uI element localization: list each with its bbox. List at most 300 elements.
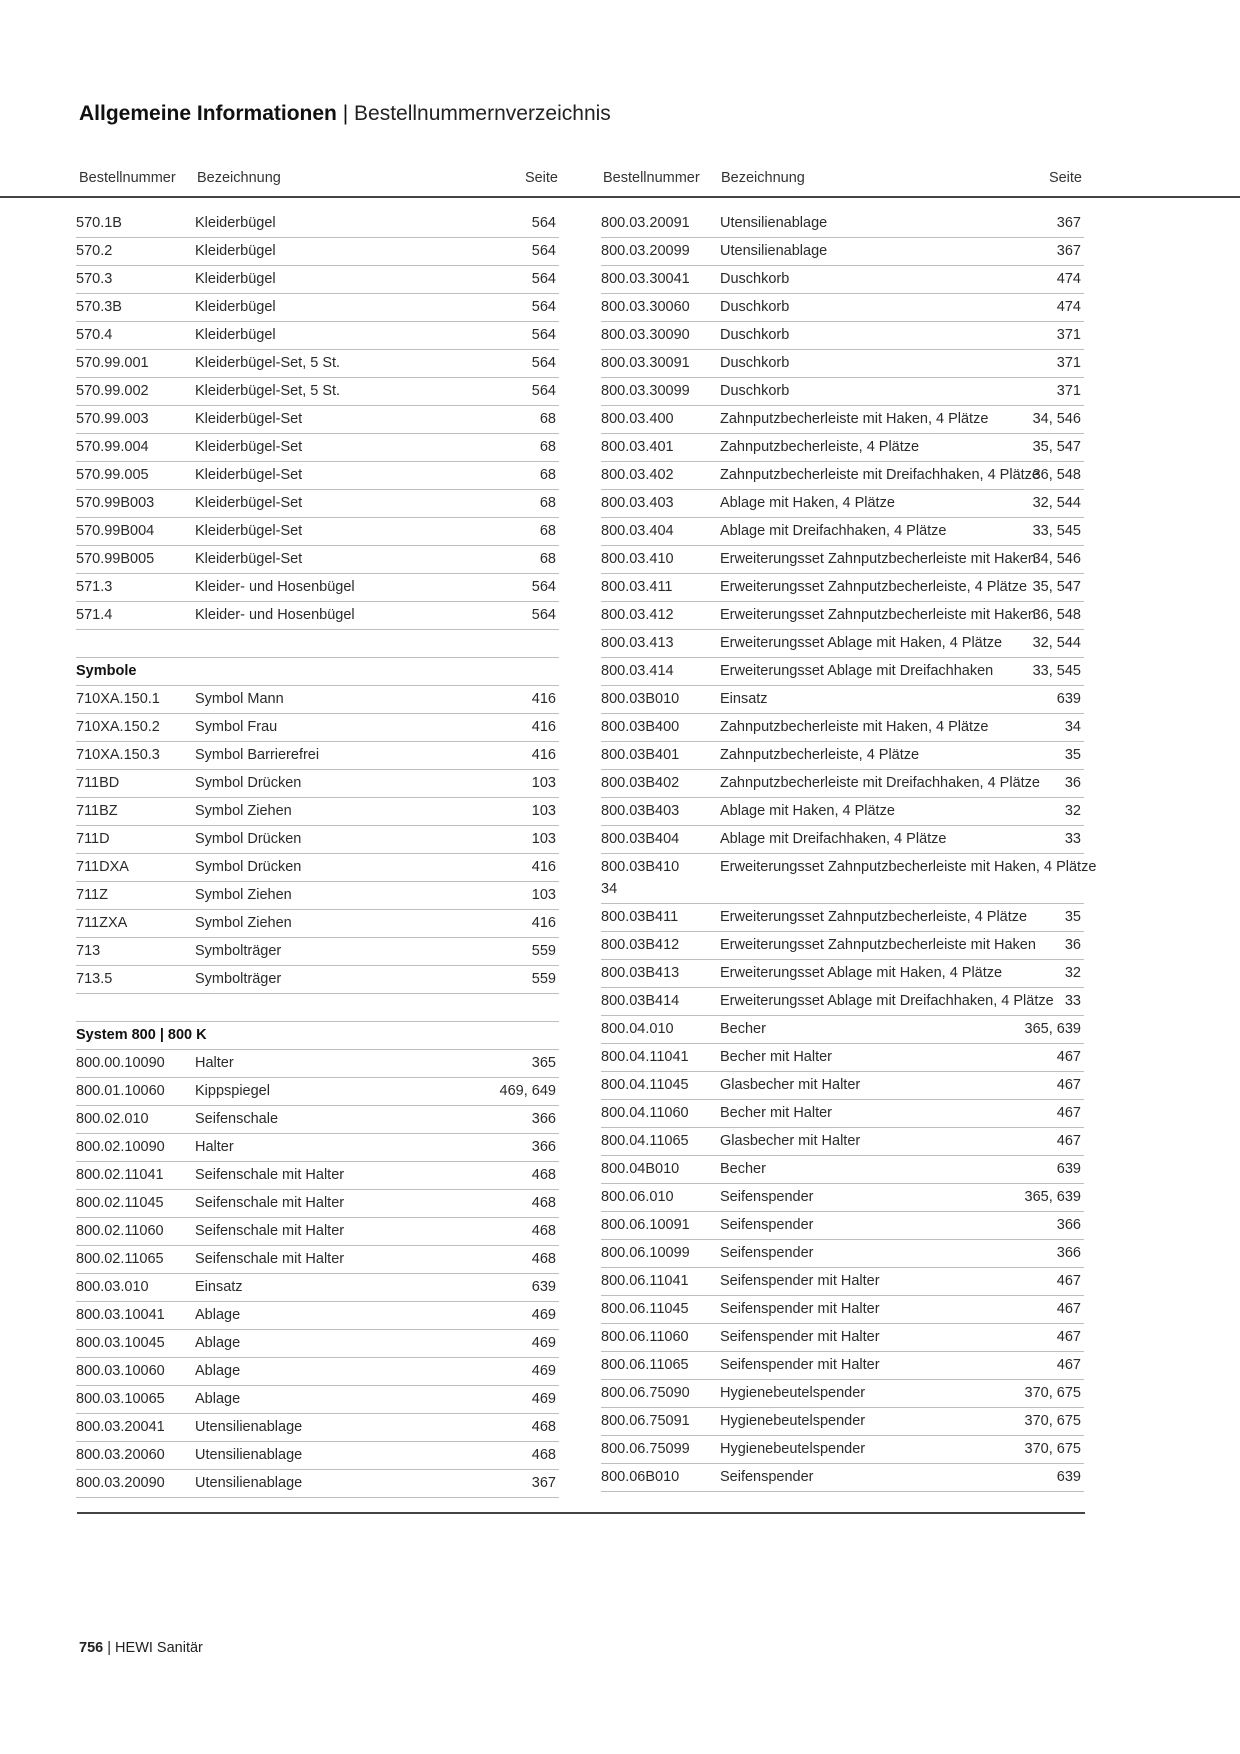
page-reference: 371 xyxy=(1056,383,1081,399)
table-row xyxy=(76,966,559,994)
page-reference: 34, 546 xyxy=(1032,411,1081,427)
order-number: 800.03.403 xyxy=(601,495,674,511)
table-row xyxy=(76,266,559,294)
table-row xyxy=(76,770,559,798)
description: Duschkorb xyxy=(720,327,790,343)
page-reference: 564 xyxy=(531,215,556,231)
description: Seifenspender xyxy=(720,1189,814,1205)
order-number: 800.06B010 xyxy=(601,1469,680,1485)
description: Kleiderbügel xyxy=(195,215,276,231)
page-reference: 36 xyxy=(1064,937,1081,953)
order-number: 800.03B403 xyxy=(601,803,680,819)
page-reference: 33 xyxy=(1064,831,1081,847)
title-sub: Bestellnummernverzeichnis xyxy=(354,102,611,125)
page-reference: 367 xyxy=(1056,243,1081,259)
table-row xyxy=(601,932,1084,960)
header-order-number: Bestellnummer xyxy=(79,170,176,186)
footer-separator: | xyxy=(107,1640,112,1656)
table-row xyxy=(601,490,1084,518)
order-number: 800.03.410 xyxy=(601,551,674,567)
page-reference: 469 xyxy=(531,1391,556,1407)
section-heading: System 800 | 800 K xyxy=(76,1027,207,1043)
page-reference: 68 xyxy=(539,411,556,427)
table-row xyxy=(76,546,559,574)
description: Hygienebeutelspender xyxy=(720,1385,866,1401)
table-row xyxy=(601,686,1084,714)
page-reference: 564 xyxy=(531,579,556,595)
table-row xyxy=(601,1184,1084,1212)
order-number: 800.03.30090 xyxy=(601,327,690,343)
order-number: 713.5 xyxy=(76,971,113,987)
description: Duschkorb xyxy=(720,299,790,315)
page-reference: 103 xyxy=(531,887,556,903)
page-reference: 35, 547 xyxy=(1032,439,1081,455)
order-number: 800.03.412 xyxy=(601,607,674,623)
table-row xyxy=(601,322,1084,350)
description: Kleider- und Hosenbügel xyxy=(195,607,355,623)
order-number: 800.03.20060 xyxy=(76,1447,165,1463)
table-row xyxy=(76,1470,559,1498)
page-reference: 467 xyxy=(1056,1077,1081,1093)
table-row xyxy=(76,350,559,378)
order-number: 570.99.005 xyxy=(76,467,149,483)
description: Kleiderbügel xyxy=(195,243,276,259)
order-number: 800.03B414 xyxy=(601,993,680,1009)
page-reference: 467 xyxy=(1056,1273,1081,1289)
description: Erweiterungsset Ablage mit Dreifachhaken xyxy=(720,663,994,679)
page-reference: 639 xyxy=(1056,691,1081,707)
page-reference: 33, 545 xyxy=(1032,663,1081,679)
page-reference: 34, 546 xyxy=(1032,551,1081,567)
order-number: 711BD xyxy=(76,775,120,791)
order-number: 800.02.10090 xyxy=(76,1139,165,1155)
table-row xyxy=(601,1464,1084,1492)
table-row xyxy=(601,406,1084,434)
page-reference: 365, 639 xyxy=(1024,1021,1081,1037)
table-row xyxy=(601,434,1084,462)
table-row xyxy=(76,378,559,406)
table-row xyxy=(76,1246,559,1274)
order-number: 800.06.11045 xyxy=(601,1301,689,1317)
column-header-left xyxy=(79,170,558,190)
description: Seifenspender xyxy=(720,1217,814,1233)
description: Einsatz xyxy=(195,1279,243,1295)
page-reference: 367 xyxy=(531,1475,556,1491)
table-row xyxy=(601,1296,1084,1324)
table-row xyxy=(76,1162,559,1190)
table-row xyxy=(601,714,1084,742)
order-number: 800.03B411 xyxy=(601,909,679,925)
table-row xyxy=(601,1352,1084,1380)
order-number: 800.03.413 xyxy=(601,635,674,651)
description: Kleiderbügel-Set xyxy=(195,495,303,511)
header-description: Bezeichnung xyxy=(721,170,805,186)
page-reference: 370, 675 xyxy=(1024,1385,1081,1401)
table-row xyxy=(76,518,559,546)
table-row xyxy=(601,658,1084,686)
table-row xyxy=(76,462,559,490)
page-reference: 468 xyxy=(531,1419,556,1435)
description: Glasbecher mit Halter xyxy=(720,1133,861,1149)
bottom-divider xyxy=(77,1512,1085,1514)
description: Utensilienablage xyxy=(720,243,828,259)
order-number: 711Z xyxy=(76,887,108,903)
header-page: Seite xyxy=(524,170,558,186)
order-number: 571.4 xyxy=(76,607,113,623)
page-reference: 33, 545 xyxy=(1032,523,1081,539)
page-reference: 468 xyxy=(531,1447,556,1463)
description: Seifenschale xyxy=(195,1111,279,1127)
description: Ablage xyxy=(195,1363,241,1379)
order-number: 800.03.20041 xyxy=(76,1419,165,1435)
order-number: 570.99.001 xyxy=(76,355,149,371)
order-number: 711DXA xyxy=(76,859,129,875)
description: Kleiderbügel-Set xyxy=(195,467,303,483)
title-separator: | xyxy=(342,102,349,125)
order-number: 800.02.010 xyxy=(76,1111,149,1127)
description: Duschkorb xyxy=(720,271,790,287)
table-row xyxy=(76,714,559,742)
page-reference: 469 xyxy=(531,1335,556,1351)
description: Ablage xyxy=(195,1335,241,1351)
description: Duschkorb xyxy=(720,383,790,399)
order-number: 800.04B010 xyxy=(601,1161,680,1177)
table-row xyxy=(76,1442,559,1470)
page-reference: 564 xyxy=(531,383,556,399)
page-reference: 564 xyxy=(531,243,556,259)
page-reference: 639 xyxy=(1056,1469,1081,1485)
table-row xyxy=(76,910,559,938)
page-reference: 36 xyxy=(1064,775,1081,791)
index-column-left xyxy=(76,210,559,1498)
order-number: 800.06.75090 xyxy=(601,1385,690,1401)
description: Ablage mit Dreifachhaken, 4 Plätze xyxy=(720,523,947,539)
table-row xyxy=(76,1302,559,1330)
table-row xyxy=(76,238,559,266)
description: Erweiterungsset Zahnputzbecherleiste mit Haken, 4 Plätze xyxy=(720,859,1097,875)
description: Seifenschale mit Halter xyxy=(195,1167,345,1183)
order-number: 570.99.003 xyxy=(76,411,149,427)
table-row xyxy=(601,1212,1084,1240)
order-number: 800.03.30099 xyxy=(601,383,690,399)
description: Erweiterungsset Zahnputzbecherleiste, 4 Plätze xyxy=(720,579,1028,595)
page-reference: 103 xyxy=(531,831,556,847)
description: Seifenschale mit Halter xyxy=(195,1223,345,1239)
description: Halter xyxy=(195,1139,234,1155)
title-main: Allgemeine Informationen xyxy=(79,102,337,125)
description: Erweiterungsset Ablage mit Dreifachhaken, 4 Plätze xyxy=(720,993,1054,1009)
order-number: 800.03.30041 xyxy=(601,271,690,287)
page-reference: 68 xyxy=(539,439,556,455)
order-number: 800.03.10045 xyxy=(76,1335,165,1351)
order-number: 800.04.11060 xyxy=(601,1105,689,1121)
table-row xyxy=(76,742,559,770)
page-reference: 366 xyxy=(531,1139,556,1155)
order-number: 711BZ xyxy=(76,803,118,819)
order-number: 800.03.20099 xyxy=(601,243,690,259)
order-number: 570.99B005 xyxy=(76,551,155,567)
page-reference: 36, 548 xyxy=(1032,467,1081,483)
table-row xyxy=(601,1324,1084,1352)
page-reference: 68 xyxy=(539,467,556,483)
page-reference: 34 xyxy=(601,881,618,897)
table-row xyxy=(601,960,1084,988)
description: Zahnputzbecherleiste mit Haken, 4 Plätze xyxy=(720,719,989,735)
page-reference: 32, 544 xyxy=(1032,495,1081,511)
page-reference: 467 xyxy=(1056,1105,1081,1121)
description: Symbol Ziehen xyxy=(195,887,292,903)
order-number: 800.03.411 xyxy=(601,579,673,595)
description: Seifenschale mit Halter xyxy=(195,1251,345,1267)
description: Kleiderbügel-Set, 5 St. xyxy=(195,355,341,371)
description: Hygienebeutelspender xyxy=(720,1441,866,1457)
page-reference: 68 xyxy=(539,523,556,539)
page-reference: 370, 675 xyxy=(1024,1441,1081,1457)
page-footer xyxy=(79,1640,203,1656)
order-number: 800.04.11065 xyxy=(601,1133,689,1149)
table-row xyxy=(76,294,559,322)
description: Seifenspender xyxy=(720,1469,814,1485)
description: Utensilienablage xyxy=(195,1419,303,1435)
description: Einsatz xyxy=(720,691,768,707)
description: Duschkorb xyxy=(720,355,790,371)
order-number: 800.03B010 xyxy=(601,691,680,707)
page-reference: 467 xyxy=(1056,1301,1081,1317)
footer-label: HEWI Sanitär xyxy=(115,1640,203,1656)
order-number: 800.02.11041 xyxy=(76,1167,164,1183)
order-number: 800.03B412 xyxy=(601,937,680,953)
table-row xyxy=(76,798,559,826)
order-number: 800.03.400 xyxy=(601,411,674,427)
table-row xyxy=(76,1386,559,1414)
description: Erweiterungsset Zahnputzbecherleiste mit Haken xyxy=(720,551,1036,567)
description: Symbol Mann xyxy=(195,691,284,707)
order-number: 800.03.10060 xyxy=(76,1363,165,1379)
order-number: 570.99.004 xyxy=(76,439,149,455)
description: Seifenspender mit Halter xyxy=(720,1329,880,1345)
page-reference: 416 xyxy=(531,747,556,763)
order-number: 800.04.11041 xyxy=(601,1049,689,1065)
description: Zahnputzbecherleiste, 4 Plätze xyxy=(720,747,920,763)
description: Symbolträger xyxy=(195,971,282,987)
page-reference: 366 xyxy=(1056,1245,1081,1261)
description: Seifenschale mit Halter xyxy=(195,1195,345,1211)
table-row xyxy=(601,826,1084,854)
table-row xyxy=(601,546,1084,574)
table-row xyxy=(76,1274,559,1302)
description: Becher mit Halter xyxy=(720,1049,833,1065)
order-number: 710XA.150.2 xyxy=(76,719,160,735)
table-row xyxy=(601,854,1097,904)
table-row xyxy=(76,686,559,714)
description: Kleiderbügel-Set xyxy=(195,523,303,539)
order-number: 571.3 xyxy=(76,579,113,595)
table-row xyxy=(601,462,1084,490)
order-number: 800.02.11045 xyxy=(76,1195,164,1211)
order-number: 800.03B402 xyxy=(601,775,680,791)
table-row xyxy=(76,1106,559,1134)
description: Seifenspender mit Halter xyxy=(720,1273,880,1289)
page-reference: 564 xyxy=(531,299,556,315)
page-reference: 103 xyxy=(531,803,556,819)
order-number: 570.4 xyxy=(76,327,113,343)
page-reference: 467 xyxy=(1056,1329,1081,1345)
footer-page-number: 756 xyxy=(79,1640,104,1656)
description: Glasbecher mit Halter xyxy=(720,1077,861,1093)
description: Ablage mit Dreifachhaken, 4 Plätze xyxy=(720,831,947,847)
description: Halter xyxy=(195,1055,234,1071)
description: Zahnputzbecherleiste mit Dreifachhaken, 4 Plätze xyxy=(720,775,1040,791)
order-number: 710XA.150.3 xyxy=(76,747,160,763)
order-number: 800.03.402 xyxy=(601,467,674,483)
page-reference: 468 xyxy=(531,1195,556,1211)
order-number: 800.03.20090 xyxy=(76,1475,165,1491)
description: Kleider- und Hosenbügel xyxy=(195,579,355,595)
table-row xyxy=(76,1218,559,1246)
table-row xyxy=(76,322,559,350)
page-title xyxy=(79,100,611,128)
table-row xyxy=(601,602,1084,630)
description: Kleiderbügel xyxy=(195,299,276,315)
order-number: 800.03.414 xyxy=(601,663,674,679)
table-row xyxy=(601,210,1084,238)
table-row xyxy=(76,1414,559,1442)
description: Symbol Barrierefrei xyxy=(195,747,320,763)
description: Ablage xyxy=(195,1307,241,1323)
page-reference: 371 xyxy=(1056,355,1081,371)
page-reference: 35, 547 xyxy=(1032,579,1081,595)
description: Erweiterungsset Zahnputzbecherleiste mit Haken xyxy=(720,607,1036,623)
page-reference: 559 xyxy=(531,971,556,987)
table-row xyxy=(76,1330,559,1358)
description: Symbol Drücken xyxy=(195,775,302,791)
order-number: 800.03.10041 xyxy=(76,1307,165,1323)
order-number: 570.1B xyxy=(76,215,122,231)
description: Zahnputzbecherleiste, 4 Plätze xyxy=(720,439,920,455)
description: Utensilienablage xyxy=(720,215,828,231)
page-reference: 469 xyxy=(531,1307,556,1323)
description: Utensilienablage xyxy=(195,1447,303,1463)
header-order-number: Bestellnummer xyxy=(603,170,700,186)
table-row xyxy=(76,406,559,434)
order-number: 800.06.75099 xyxy=(601,1441,690,1457)
order-number: 800.03.30091 xyxy=(601,355,690,371)
table-row xyxy=(76,826,559,854)
order-number: 713 xyxy=(76,943,101,959)
page-reference: 33 xyxy=(1064,993,1081,1009)
description: Ablage xyxy=(195,1391,241,1407)
page-reference: 467 xyxy=(1056,1357,1081,1373)
description: Symbol Drücken xyxy=(195,831,302,847)
table-row xyxy=(76,434,559,462)
table-row xyxy=(601,798,1084,826)
table-row xyxy=(601,1044,1084,1072)
description: Zahnputzbecherleiste mit Dreifachhaken, 4 Plätze xyxy=(720,467,1040,483)
order-number: 800.03B410 xyxy=(601,859,680,875)
order-number: 800.03.30060 xyxy=(601,299,690,315)
column-header-right xyxy=(603,170,1082,190)
page-reference: 467 xyxy=(1056,1049,1081,1065)
table-row xyxy=(601,1240,1084,1268)
description: Hygienebeutelspender xyxy=(720,1413,866,1429)
page-reference: 564 xyxy=(531,327,556,343)
table-row xyxy=(76,854,559,882)
page-reference: 68 xyxy=(539,495,556,511)
order-number: 710XA.150.1 xyxy=(76,691,160,707)
table-row xyxy=(601,378,1084,406)
table-row xyxy=(601,742,1084,770)
spacer-row xyxy=(76,994,559,1022)
table-row xyxy=(601,1072,1084,1100)
page-reference: 35 xyxy=(1064,747,1081,763)
table-row xyxy=(601,904,1084,932)
description: Symbol Frau xyxy=(195,719,278,735)
description: Symbolträger xyxy=(195,943,282,959)
table-row xyxy=(601,1380,1084,1408)
page-reference: 35 xyxy=(1064,909,1081,925)
description: Seifenspender mit Halter xyxy=(720,1301,880,1317)
description: Symbol Ziehen xyxy=(195,915,292,931)
description: Erweiterungsset Ablage mit Haken, 4 Plätze xyxy=(720,965,1003,981)
page-reference: 416 xyxy=(531,915,556,931)
table-row xyxy=(601,1436,1084,1464)
table-row xyxy=(76,1078,559,1106)
order-number: 800.01.10060 xyxy=(76,1083,165,1099)
description: Ablage mit Haken, 4 Plätze xyxy=(720,495,895,511)
table-row xyxy=(601,1016,1084,1044)
spacer-row xyxy=(76,630,559,658)
page-reference: 365 xyxy=(531,1055,556,1071)
order-number: 711ZXA xyxy=(76,915,128,931)
page-reference: 469, 649 xyxy=(499,1083,556,1099)
table-row xyxy=(76,1134,559,1162)
order-number: 800.04.11045 xyxy=(601,1077,689,1093)
table-row xyxy=(601,266,1084,294)
table-row xyxy=(601,350,1084,378)
table-row xyxy=(601,1100,1084,1128)
page-reference: 416 xyxy=(531,719,556,735)
table-row xyxy=(601,1268,1084,1296)
description: Symbol Drücken xyxy=(195,859,302,875)
table-row xyxy=(601,574,1084,602)
page-reference: 468 xyxy=(531,1167,556,1183)
table-row xyxy=(76,602,559,630)
header-description: Bezeichnung xyxy=(197,170,281,186)
table-row xyxy=(601,1156,1084,1184)
description: Kleiderbügel xyxy=(195,327,276,343)
order-number: 800.06.10099 xyxy=(601,1245,690,1261)
order-number: 800.06.10091 xyxy=(601,1217,690,1233)
description: Seifenspender xyxy=(720,1245,814,1261)
table-row xyxy=(76,490,559,518)
description: Becher xyxy=(720,1021,766,1037)
page-reference: 468 xyxy=(531,1223,556,1239)
page-reference: 468 xyxy=(531,1251,556,1267)
order-number: 800.03.20091 xyxy=(601,215,690,231)
description: Kleiderbügel-Set xyxy=(195,411,303,427)
order-number: 570.99B003 xyxy=(76,495,155,511)
table-row xyxy=(601,1128,1084,1156)
order-number: 800.03.10065 xyxy=(76,1391,165,1407)
order-number: 800.06.75091 xyxy=(601,1413,690,1429)
description: Erweiterungsset Zahnputzbecherleiste, 4 Plätze xyxy=(720,909,1028,925)
page-reference: 469 xyxy=(531,1363,556,1379)
table-row xyxy=(76,210,559,238)
table-row xyxy=(601,988,1084,1016)
page-reference: 564 xyxy=(531,607,556,623)
description: Ablage mit Haken, 4 Plätze xyxy=(720,803,895,819)
order-number: 800.03B404 xyxy=(601,831,680,847)
